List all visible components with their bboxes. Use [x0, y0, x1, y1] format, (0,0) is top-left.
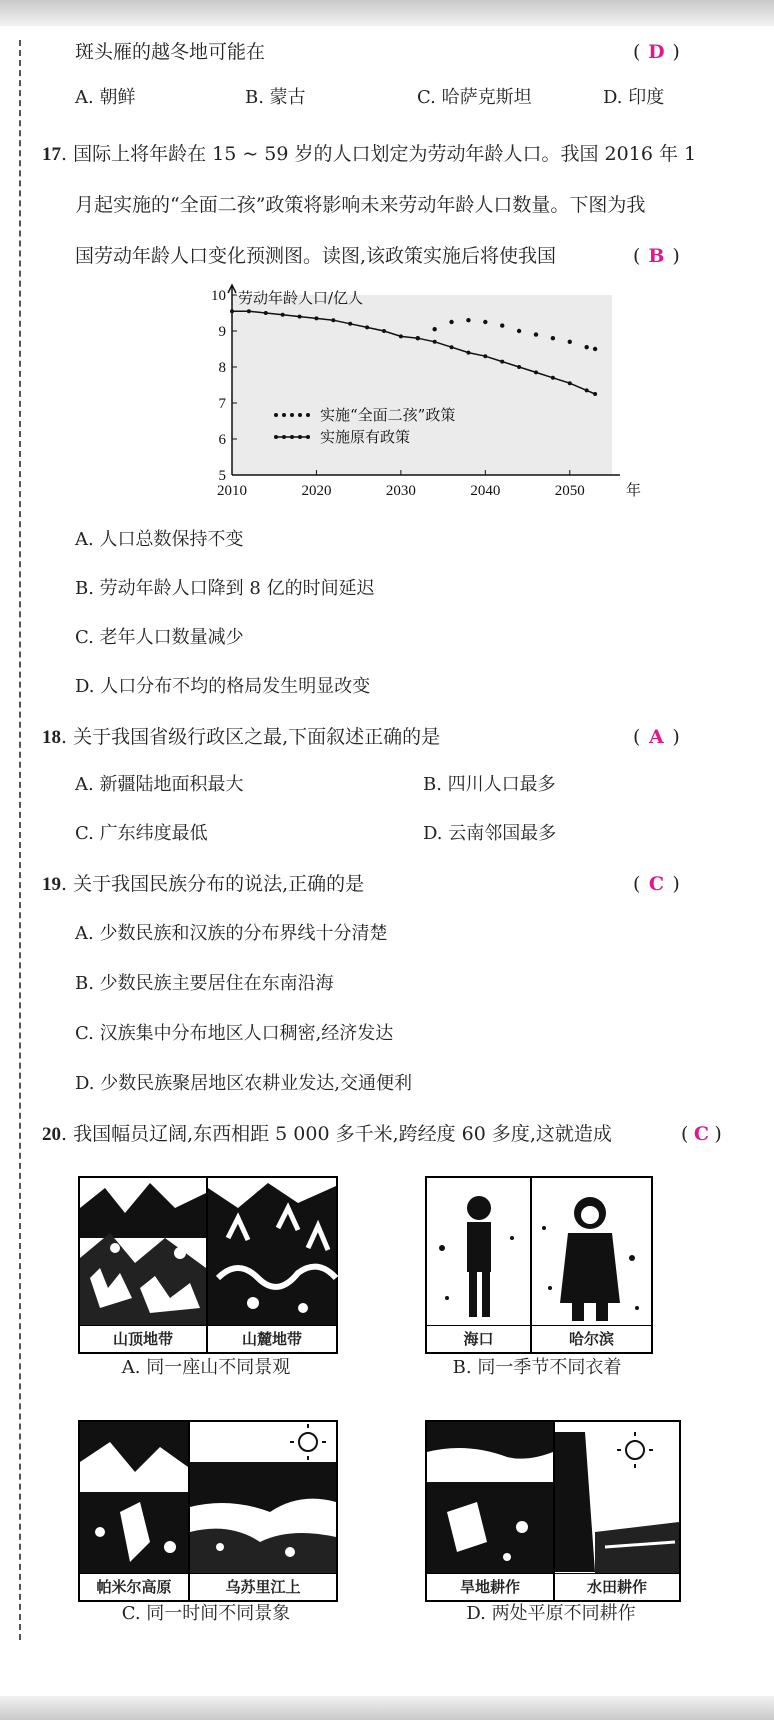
x-tick-label: 2030 [385, 483, 416, 499]
point-original-policy [247, 309, 251, 313]
q16-stem: 斑头雁的越冬地可能在 [75, 41, 266, 63]
legend-marker [274, 413, 278, 417]
legend-marker [298, 435, 302, 439]
point-original-policy [416, 336, 420, 340]
point-two-child-policy [584, 345, 588, 349]
q18-stem-line: 18. 关于我国省级行政区之最,下面叙述正确的是 [42, 726, 441, 748]
figure-c-left-panel [80, 1422, 188, 1600]
legend-marker [290, 435, 294, 439]
q20-number: 20 [42, 1124, 61, 1145]
q19-stem-line: 19. 关于我国民族分布的说法,正确的是 [42, 873, 365, 895]
y-tick-label: 9 [218, 324, 226, 340]
figure-d-left-label: 旱地耕作 [427, 1573, 553, 1600]
y-tick-label: 10 [211, 288, 226, 304]
x-tick-label: 2010 [217, 483, 247, 499]
point-original-policy [348, 322, 352, 326]
point-original-policy [534, 370, 538, 374]
figure-c-landscape [78, 1420, 338, 1602]
figure-c-right-panel [190, 1422, 336, 1600]
chart-svg [180, 285, 642, 510]
point-original-policy [450, 345, 454, 349]
q18-option-d: D. 云南邻国最多 [423, 823, 557, 844]
point-two-child-policy [551, 336, 555, 340]
point-original-policy [365, 325, 369, 329]
q17-line2: 月起实施的“全面二孩”政策将影响未来劳动年龄人口数量。下图为我 [75, 194, 646, 216]
figure-b-caption: B. 同一季节不同衣着 [452, 1357, 622, 1378]
point-two-child-policy [500, 323, 504, 327]
point-original-policy [585, 388, 589, 392]
point-original-policy [466, 351, 470, 355]
q18-number: 18 [42, 727, 61, 748]
legend-label: 实施原有政策 [320, 428, 411, 446]
point-two-child-policy [466, 318, 470, 322]
point-two-child-policy [432, 327, 436, 331]
figure-d-caption: D. 两处平原不同耕作 [466, 1603, 636, 1624]
figure-c-left-label: 帕米尔高原 [80, 1573, 188, 1600]
q20-answer-box: ( C ) [681, 1123, 722, 1145]
q16-option-c: C. 哈萨克斯坦 [417, 87, 532, 108]
q17-option-d: D. 人口分布不均的格局发生明显改变 [75, 676, 371, 697]
point-original-policy [281, 313, 285, 317]
q18-option-a: A. 新疆陆地面积最大 [75, 774, 244, 795]
q16-answer: D [648, 41, 665, 63]
q17-number: 17 [42, 144, 61, 165]
q19-answer-box: ( C ) [633, 873, 680, 895]
q17-line1: 17. 国际上将年龄在 15 ~ 59 岁的人口划定为劳动年龄人口。我国 2016 年 1 [42, 143, 697, 165]
q19-option-c: C. 汉族集中分布地区人口稠密,经济发达 [75, 1023, 394, 1044]
legend-label: 实施“全面二孩”政策 [320, 406, 456, 424]
q17-option-a: A. 人口总数保持不变 [75, 529, 244, 550]
q18-option-c: C. 广东纬度最低 [75, 823, 208, 844]
q19-number: 19 [42, 874, 61, 895]
point-two-child-policy [449, 320, 453, 324]
legend-marker [306, 435, 310, 439]
figure-b-right-panel [532, 1178, 651, 1352]
q17-option-c: C. 老年人口数量减少 [75, 627, 244, 648]
legend-marker [306, 413, 310, 417]
q20-answer: C [693, 1123, 709, 1145]
point-two-child-policy [534, 332, 538, 336]
point-original-policy [551, 376, 555, 380]
x-tick-label: 2020 [301, 483, 332, 499]
legend-marker [282, 413, 286, 417]
point-original-policy [517, 365, 521, 369]
point-original-policy [382, 329, 386, 333]
figure-a-caption: A. 同一座山不同景观 [121, 1357, 291, 1378]
legend-marker [298, 413, 302, 417]
figure-a-left-panel [80, 1178, 206, 1352]
x-axis-label: 年 [626, 481, 642, 499]
q19-answer: C [648, 873, 664, 895]
q17-answer: B [648, 245, 665, 267]
figure-a-mountain [78, 1176, 338, 1354]
y-tick-label: 5 [218, 468, 226, 484]
point-two-child-policy [568, 340, 572, 344]
point-original-policy [331, 318, 335, 322]
x-tick-label: 2040 [470, 483, 501, 499]
figure-d-left-panel [427, 1422, 553, 1600]
bottom-shadow-bar [0, 1696, 774, 1720]
q18-answer-box: ( A ) [633, 726, 680, 748]
figure-b-right-label: 哈尔滨 [532, 1325, 651, 1352]
point-two-child-policy [593, 347, 597, 351]
q17-answer-box: ( B ) [633, 245, 680, 267]
figure-a-right-label: 山麓地带 [208, 1325, 336, 1352]
point-original-policy [230, 309, 234, 313]
y-tick-label: 8 [218, 360, 226, 376]
q17-line3: 国劳动年龄人口变化预测图。读图,该政策实施后将使我国 [75, 245, 557, 267]
y-tick-label: 7 [218, 396, 226, 412]
point-original-policy [264, 311, 268, 315]
point-original-policy [500, 360, 504, 364]
point-original-policy [298, 315, 302, 319]
point-original-policy [433, 340, 437, 344]
point-two-child-policy [517, 329, 521, 333]
q17-option-b: B. 劳动年龄人口降到 8 亿的时间延迟 [75, 578, 375, 599]
figure-d-right-panel [555, 1422, 679, 1600]
labor-population-chart [180, 285, 642, 510]
q19-option-b: B. 少数民族主要居住在东南沿海 [75, 973, 334, 994]
point-original-policy [314, 316, 318, 320]
figure-c-right-label: 乌苏里江上 [190, 1573, 336, 1600]
figure-d-farming [425, 1420, 681, 1602]
y-axis-label: 劳动年龄人口/亿人 [238, 289, 364, 307]
point-original-policy [593, 392, 597, 396]
chart-plot-bg [232, 295, 612, 475]
point-original-policy [399, 334, 403, 338]
y-tick-label: 6 [218, 432, 226, 448]
figure-c-caption: C. 同一时间不同景象 [121, 1603, 291, 1624]
q19-option-a: A. 少数民族和汉族的分布界线十分清楚 [75, 923, 388, 944]
figure-d-right-label: 水田耕作 [555, 1573, 679, 1600]
top-shadow-bar [0, 0, 774, 26]
q16-answer-box: ( D ) [633, 41, 680, 63]
q19-option-d: D. 少数民族聚居地区农耕业发达,交通便利 [75, 1073, 412, 1094]
x-tick-label: 2050 [554, 483, 585, 499]
binding-fold-line [19, 40, 21, 1640]
legend-marker [274, 435, 278, 439]
point-original-policy [483, 354, 487, 358]
q18-answer: A [649, 726, 664, 748]
point-two-child-policy [483, 320, 487, 324]
point-original-policy [568, 381, 572, 385]
figure-a-right-panel [208, 1178, 336, 1352]
q16-option-d: D. 印度 [603, 87, 665, 108]
q16-option-b: B. 蒙古 [245, 87, 306, 108]
figure-b-left-panel [427, 1178, 530, 1352]
q20-stem-line: 20. 我国幅员辽阔,东西相距 5 000 多千米,跨经度 60 多度,这就造成 [42, 1123, 612, 1145]
q18-option-b: B. 四川人口最多 [423, 774, 556, 795]
legend-marker [290, 413, 294, 417]
figure-a-left-label: 山顶地带 [80, 1325, 206, 1352]
q16-option-a: A. 朝鲜 [75, 87, 136, 108]
figure-b-clothing [425, 1176, 653, 1354]
legend-marker [282, 435, 286, 439]
figure-b-left-label: 海口 [427, 1325, 530, 1352]
